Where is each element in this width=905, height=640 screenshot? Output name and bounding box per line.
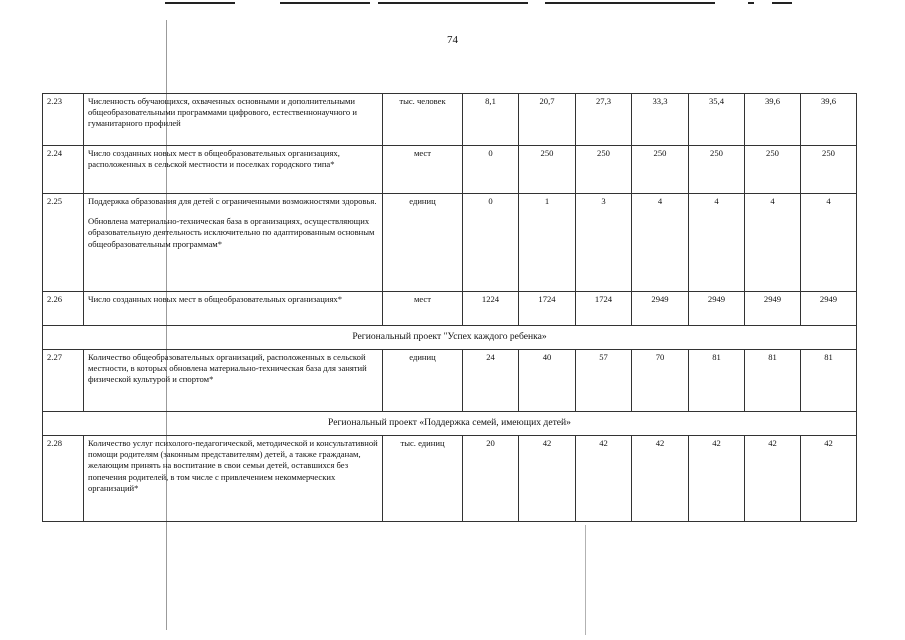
scan-artifact xyxy=(545,2,715,4)
indicator-description xyxy=(84,436,383,522)
indicator-description xyxy=(84,94,383,146)
value-cell: 42 xyxy=(689,436,745,522)
table-row xyxy=(43,292,857,326)
value-cell: 42 xyxy=(745,436,801,522)
value-cell: 1 xyxy=(519,194,576,292)
value-cell: 81 xyxy=(689,350,745,412)
value-cell: 42 xyxy=(632,436,689,522)
description-paragraph: Количество общеобразовательных организаций, расположенных в сельской местности, в которых обновлена материально-техническая база для занятий физической культурой и спортом* xyxy=(88,352,367,385)
value-cell: 250 xyxy=(689,146,745,194)
description-paragraph: Количество услуг психолого-педагогической, методической и консультативной помощи родителям (законным представителям) детей, а также гражданам, желающим принять на воспитание в свои семьи детей, оставшихся без попечения родителей, в том числе с привлечением некоммерческих организаций* xyxy=(88,438,378,493)
description-paragraph: Обновлена материально-техническая база в организациях, осуществляющих образовательную деятельность исключительно по адаптированным основным общеобразовательным программам* xyxy=(88,216,375,249)
section-header-row xyxy=(43,412,857,436)
value-cell: 20,7 xyxy=(519,94,576,146)
value-cell: 0 xyxy=(463,194,519,292)
table-row xyxy=(43,94,857,146)
value-cell: 57 xyxy=(576,350,632,412)
value-cell: 27,3 xyxy=(576,94,632,146)
indicators-table xyxy=(42,93,857,522)
value-cell: 42 xyxy=(576,436,632,522)
indicator-description xyxy=(84,146,383,194)
value-cell: 1224 xyxy=(463,292,519,326)
unit-of-measure: единиц xyxy=(383,350,463,412)
value-cell: 8,1 xyxy=(463,94,519,146)
value-cell: 39,6 xyxy=(745,94,801,146)
description-paragraph: Число созданных новых мест в общеобразовательных организациях* xyxy=(88,294,342,304)
scan-artifact xyxy=(748,2,754,4)
scan-artifact xyxy=(772,2,792,4)
table-row xyxy=(43,194,857,292)
unit-of-measure: мест xyxy=(383,146,463,194)
value-cell: 250 xyxy=(745,146,801,194)
section-title: Региональный проект "Успех каждого ребенка» xyxy=(43,326,857,350)
indicator-description xyxy=(84,292,383,326)
value-cell: 81 xyxy=(745,350,801,412)
value-cell: 42 xyxy=(801,436,857,522)
value-cell: 39,6 xyxy=(801,94,857,146)
scan-artifact xyxy=(280,2,370,4)
unit-of-measure: единиц xyxy=(383,194,463,292)
page-number: 74 xyxy=(447,34,458,46)
table-body xyxy=(43,94,857,522)
unit-of-measure: тыс. единиц xyxy=(383,436,463,522)
value-cell: 40 xyxy=(519,350,576,412)
scan-artifact xyxy=(378,2,528,4)
scan-artifact xyxy=(165,2,235,4)
row-number: 2.23 xyxy=(43,94,84,146)
unit-of-measure: тыс. человек xyxy=(383,94,463,146)
value-cell: 24 xyxy=(463,350,519,412)
row-number: 2.24 xyxy=(43,146,84,194)
indicator-description xyxy=(84,350,383,412)
row-number: 2.26 xyxy=(43,292,84,326)
value-cell: 2949 xyxy=(632,292,689,326)
value-cell: 2949 xyxy=(745,292,801,326)
row-number: 2.27 xyxy=(43,350,84,412)
table-row xyxy=(43,350,857,412)
unit-of-measure: мест xyxy=(383,292,463,326)
indicator-description xyxy=(84,194,383,292)
value-cell: 33,3 xyxy=(632,94,689,146)
description-paragraph: Число созданных новых мест в общеобразовательных организациях, расположенных в сельской местности и поселках городского типа* xyxy=(88,148,340,170)
value-cell: 42 xyxy=(519,436,576,522)
value-cell: 4 xyxy=(801,194,857,292)
value-cell: 70 xyxy=(632,350,689,412)
value-cell: 250 xyxy=(519,146,576,194)
description-paragraph: Численность обучающихся, охваченных основными и дополнительными общеобразовательными программами цифрового, естественнонаучного и гуманитарного профилей xyxy=(88,96,357,129)
value-cell: 0 xyxy=(463,146,519,194)
value-cell: 1724 xyxy=(576,292,632,326)
table-row xyxy=(43,146,857,194)
value-cell: 1724 xyxy=(519,292,576,326)
row-number: 2.25 xyxy=(43,194,84,292)
value-cell: 250 xyxy=(801,146,857,194)
value-cell: 2949 xyxy=(801,292,857,326)
value-cell: 250 xyxy=(632,146,689,194)
value-cell: 4 xyxy=(689,194,745,292)
value-cell: 2949 xyxy=(689,292,745,326)
fold-mark xyxy=(585,525,586,635)
table-row xyxy=(43,436,857,522)
value-cell: 20 xyxy=(463,436,519,522)
value-cell: 4 xyxy=(745,194,801,292)
value-cell: 4 xyxy=(632,194,689,292)
section-header-row xyxy=(43,326,857,350)
value-cell: 81 xyxy=(801,350,857,412)
description-paragraph: Поддержка образования для детей с ограниченными возможностями здоровья. xyxy=(88,196,377,206)
value-cell: 3 xyxy=(576,194,632,292)
section-title: Региональный проект «Поддержка семей, имеющих детей» xyxy=(43,412,857,436)
value-cell: 250 xyxy=(576,146,632,194)
value-cell: 35,4 xyxy=(689,94,745,146)
row-number: 2.28 xyxy=(43,436,84,522)
